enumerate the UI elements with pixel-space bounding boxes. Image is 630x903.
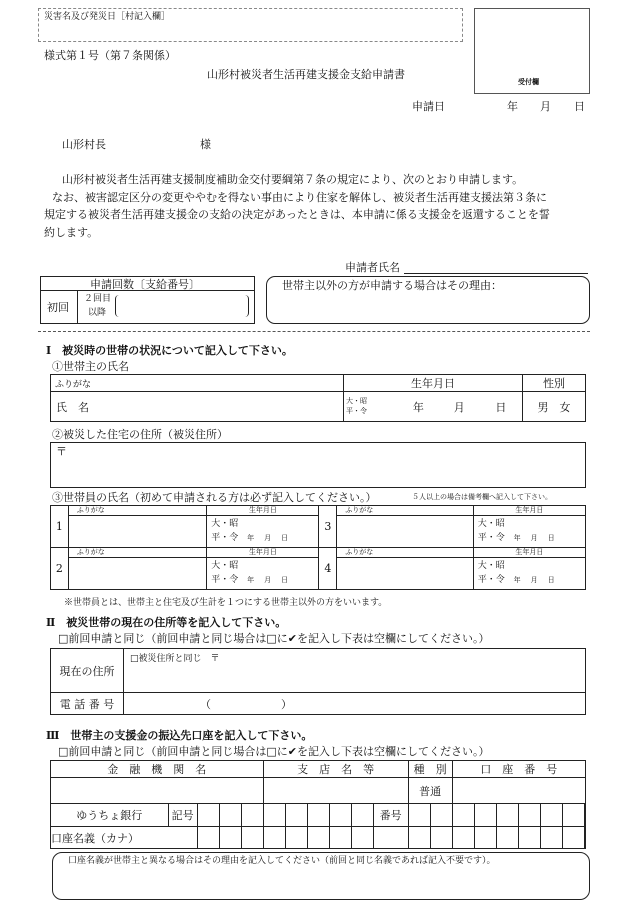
member-1-era2: 平・令 [211,532,239,543]
member-3-era2: 平・令 [477,532,505,543]
current-address-input[interactable] [124,649,586,693]
kana-cell[interactable] [518,827,540,849]
kana-cell[interactable] [452,827,474,849]
member-1-number: 1 [51,506,69,548]
bango-digit[interactable] [452,804,474,827]
member-4-furigana: ふりがな [337,548,474,558]
member-1-name-cell[interactable] [68,516,206,548]
type-header: 種 別 [408,761,452,778]
postal-mark: 〒 [56,445,67,458]
reason-label: 世帯主以外の方が申請する場合はその理由： [282,279,502,292]
bango-digit[interactable] [496,804,518,827]
sex-options[interactable]: 男 女 [523,392,586,422]
application-date-label: 申請日 [412,100,445,113]
later-label-2: 以降 [88,308,107,318]
kana-cell[interactable] [263,827,285,849]
kana-cell[interactable] [474,827,496,849]
member-4-birthdate[interactable]: 大・昭 平・令 年 月 日 [473,558,585,590]
bank-name-header: 金 融 機 関 名 [51,761,264,778]
member-3-furigana: ふりがな [337,506,474,516]
kana-cell[interactable] [197,827,219,849]
kana-cell[interactable] [219,827,241,849]
kigo-digit[interactable] [329,804,351,827]
addressee-honorific: 様 [200,138,211,151]
phone-input[interactable]: （ ） [124,693,586,715]
branch-header: 支 店 名 等 [263,761,408,778]
residence-address-box[interactable] [50,442,586,488]
section-2-heading: Ⅱ 被災世帯の現在の住所等を記入して下さい。 [46,616,287,629]
member-4-era1: 大・昭 [477,561,505,571]
era-taisho-showa: 大・昭 [346,396,367,405]
birth-day: 日 [480,392,523,422]
bango-digit[interactable] [474,804,496,827]
current-address-table [50,648,586,715]
later-label-1: ２回目 [84,294,112,304]
intro-line-3: 規定する被災者生活再建支援金の支給の決定があったときは、本申請に係る支援金を返還することを誓 [44,208,550,221]
section-2-same-checkbox[interactable]: □前回申請と同じ（前回申請と同じ場合は□に✔を記入し下表は空欄にしてください。） [58,632,490,645]
member-3-name-cell[interactable] [337,516,474,548]
bango-digit[interactable] [518,804,540,827]
first-time-label[interactable]: 初回 [47,301,69,314]
member-2-era2: 平・令 [211,574,239,585]
application-count-title: 申請回数〔支給番号〕 [90,278,200,291]
members-footnote: ※世帯員とは、世帯主と住宅及び生計を１つにする世帯主以外の方をいいます。 [64,598,388,608]
bango-digit[interactable] [430,804,452,827]
kigo-digit[interactable] [241,804,263,827]
phone-label: 電 話 番 号 [51,693,124,715]
member-1-furigana: ふりがな [68,506,206,516]
account-name-reason-note: 口座名義が世帯主と異なる場合はその理由を記入してください（前回と同じ名義であれば記入不要です）。 [68,856,496,866]
page-title: 山形村被災者生活再建支援金支給申請書 [207,68,405,81]
section-divider [38,331,590,332]
kigo-digit[interactable] [307,804,329,827]
kigo-digit[interactable] [197,804,219,827]
account-number-input[interactable] [452,778,585,804]
bank-table [50,760,586,849]
member-4-name-cell[interactable] [337,558,474,590]
member-2-number: 2 [51,548,69,590]
bango-digit[interactable] [540,804,562,827]
members-table [50,505,586,590]
kana-cell[interactable] [496,827,518,849]
kana-cell[interactable] [540,827,562,849]
birth-month: 月 [439,392,480,422]
intro-line-2: なお、被害認定区分の変更ややむを得ない事由により住家を解体し、被災者生活再建支援法第３条に [52,191,547,204]
intro-line-1: 山形村被災者生活再建支援制度補助金交付要綱第７条の規定により、次のとおり申請します。 [62,173,524,186]
bango-digit[interactable] [562,804,584,827]
kana-cell[interactable] [351,827,373,849]
bango-digit[interactable] [408,804,430,827]
disaster-info-label: 災害名及び発災日［村記入欄］ [44,12,171,22]
kigo-digit[interactable] [263,804,285,827]
account-type-futsu[interactable]: 普通 [408,778,452,804]
birthdate-header: 生年月日 [344,375,523,392]
current-address-label: 現在の住所 [51,649,124,693]
bango-label: 番号 [373,804,408,827]
sex-header: 性別 [523,375,586,392]
member-2-era1: 大・昭 [211,561,239,571]
member-2-furigana: ふりがな [68,548,206,558]
birth-year: 年 [398,392,439,422]
furigana-label: ふりがな [55,379,92,390]
yucho-label: ゆうちょ銀行 [51,804,169,827]
kana-cell[interactable] [241,827,263,849]
member-3-birthdate[interactable]: 大・昭 平・令 年 月 日 [473,516,585,548]
kigo-digit[interactable] [285,804,307,827]
applicant-name-label: 申請者氏名 [345,261,400,274]
era-select[interactable] [344,392,399,422]
member-1-birthdate[interactable]: 大・昭 平・令 年 月 日 [207,516,319,548]
member-2-birthdate[interactable]: 大・昭 平・令 年 月 日 [207,558,319,590]
member-4-number: 4 [319,548,337,590]
member-2-birth-header: 生年月日 [207,548,319,558]
kana-cell[interactable] [430,827,452,849]
member-4-birth-header: 生年月日 [473,548,585,558]
head-name-title: ①世帯主の氏名 [52,360,129,373]
era-heisei-reiwa: 平・令 [346,406,367,415]
date-year: 年 [507,100,518,113]
kana-cell[interactable] [285,827,307,849]
branch-input[interactable] [263,778,408,804]
section-1-heading: Ⅰ 被災時の世帯の状況について記入して下さい。 [46,344,293,357]
members-title: ③世帯員の氏名（初めて申請される方は必ず記入してください。） [52,491,377,504]
member-3-birth-header: 生年月日 [473,506,585,516]
kana-cell[interactable] [307,827,329,849]
kana-cell[interactable] [373,827,408,849]
kana-cell[interactable] [329,827,351,849]
section-3-heading: Ⅲ 世帯主の支援金の振込先口座を記入して下さい。 [46,729,313,742]
member-1-birth-header: 生年月日 [207,506,319,516]
member-1-era1: 大・昭 [211,519,239,529]
member-4-era2: 平・令 [477,574,505,585]
member-2-name-cell[interactable] [68,558,206,590]
member-3-number: 3 [319,506,337,548]
form-number: 様式第１号（第７条関係） [44,49,176,62]
bango-digit[interactable] [584,804,585,827]
intro-line-4: 約します。 [44,226,99,239]
members-note: ５人以上の場合は備考欄へ記入して下さい。 [412,493,552,501]
residence-address-title: ②被災した住宅の住所（被災住所） [52,428,228,441]
date-day: 日 [574,100,585,113]
kana-cell[interactable] [408,827,430,849]
receipt-label: 受付欄 [518,77,539,86]
head-table [50,374,586,422]
kigo-digit[interactable] [219,804,241,827]
account-header: 口 座 番 号 [452,761,585,778]
date-month: 月 [540,100,551,113]
bank-name-input[interactable] [51,778,264,804]
name-label: 氏 名 [56,400,89,414]
kana-cell[interactable] [584,827,585,849]
section-3-same-checkbox[interactable]: □前回申請と同じ（前回申請と同じ場合は□に✔を記入し下表は空欄にしてください。） [58,745,490,758]
kigo-label: 記号 [168,804,197,827]
member-3-era1: 大・昭 [477,519,505,529]
same-as-damaged-checkbox[interactable]: □被災住所と同じ 〒 [130,654,220,664]
kigo-digit[interactable] [351,804,373,827]
account-kana-label: 口座名義（カナ） [51,827,198,849]
addressee-name: 山形村長 [62,138,106,151]
later-number-bracket[interactable] [115,295,249,317]
applicant-name-line[interactable] [404,273,588,274]
kana-cell[interactable] [562,827,584,849]
